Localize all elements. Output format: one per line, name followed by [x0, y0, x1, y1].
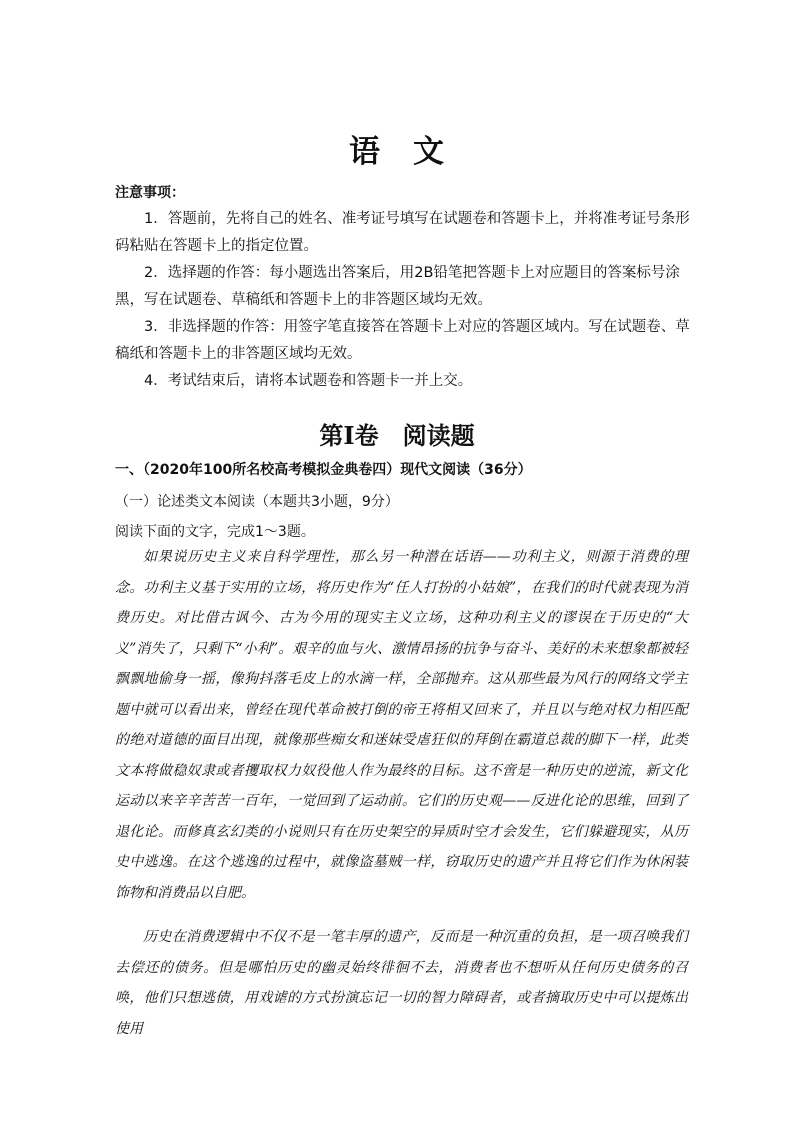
- section-title: 第Ⅰ卷 阅读题: [319, 421, 475, 450]
- question-sub-heading: （一）论述类文本阅读（本题共3小题，9分）: [115, 494, 399, 510]
- notice-heading: 注意事项：: [115, 185, 185, 201]
- notice-item-3: 3．非选择题的作答：用签字笔直接答在答题卡上对应的答题区域内。写在试题卷、草稿纸和答题卡上的非答题区域均无效。: [115, 319, 690, 362]
- page-title: 语 文: [349, 134, 445, 170]
- notice-item-1: 1．答题前，先将自己的姓名、准考证号填写在试题卷和答题卡上，并将准考证号条形码粘贴在答题卡上的指定位置。: [115, 211, 690, 254]
- notice-item-2: 2．选择题的作答：每小题选出答案后，用2B铅笔把答题卡上对应题目的答案标号涂黑，写在试题卷、草稿纸和答题卡上的非答题区域均无效。: [115, 265, 680, 308]
- notice-item-4: 4．考试结束后，请将本试题卷和答题卡一并上交。: [144, 373, 473, 389]
- question-instruction: 阅读下面的文字，完成1～3题。: [115, 524, 315, 540]
- question-heading: 一、（2020年100所名校高考模拟金典卷四）现代文阅读（36分）: [115, 462, 532, 478]
- passage-paragraph-1: 如果说历史主义来自科学理性，那么另一种潜在话语——功利主义，则源于消费的理念。功利主义基于实用的立场，将历史作为“任人打扮的小姑娘”，在我们的时代就表现为消费历史。对比借古讽今、古为今用的现实主义立场，这种功利主义的谬误在于历史的“大义”消失了，只剩下“小利”。艰辛的血与火、激情昂扬的抗争与奋斗、美好的未来想象都被轻飘飘地偷身一摇，像狗抖落毛皮上的水滴一样，全部抛弃。这从那些最为风行的网络文学主题中就可以看出来，曾经在现代革命被打倒的帝王将相又回来了，并且以与绝对权力相匹配的绝对道德的面目出现，就像那些痴女和迷妹受虐狂似的拜倒在霸道总裁的脚下一样，此类文本将做稳奴隶或者攫取权力奴役他人作为最终的目标。这不啻是一种历史的逆流，新文化运动以来辛辛苦苦一百年，一觉回到了运动前。它们的历史观——反进化论的思维，回到了退化论。而修真玄幻类的小说则只有在历史架空的异质时空才会发生，它们躲避现实，从历史中逃逸。在这个逃逸的过程中，就像盗墓贼一样，窃取历史的遗产并且将它们作为休闲装饰物和消费品以自肥。: [115, 549, 688, 901]
- passage-paragraph-2: 历史在消费逻辑中不仅不是一笔丰厚的遗产，反而是一种沉重的负担，是一项召唤我们去偿还的债务。但是哪怕历史的幽灵始终徘徊不去，消费者也不想听从任何历史债务的召唤，他们只想逃债，用戏谑的方式扮演忘记一切的智力障碍者，或者摘取历史中可以提炼出使用: [115, 929, 688, 1037]
